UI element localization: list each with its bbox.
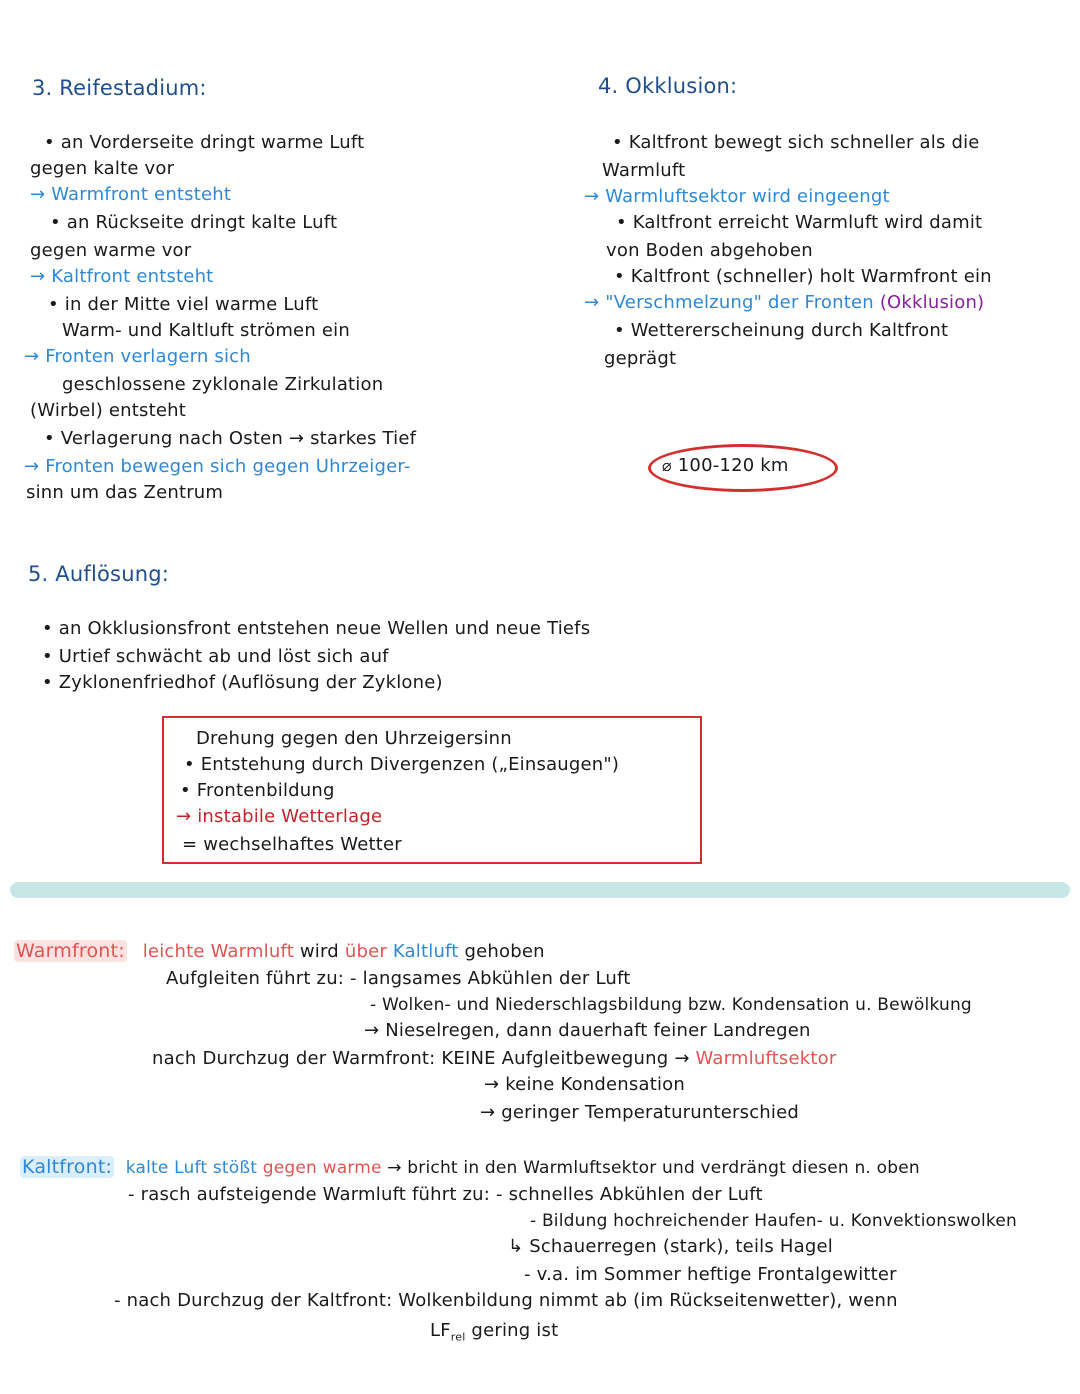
note-line: geprägt — [604, 348, 677, 369]
kaltfront-line-1 — [20, 1156, 920, 1179]
section-5-title: 5. Auflösung: — [28, 562, 170, 586]
diameter-icon: ⌀ — [662, 456, 672, 475]
warmfront-line-2: Aufgleiten führt zu: - langsames Abkühlen der Luft — [166, 968, 631, 989]
kaltfront-line-4: ↳ Schauerregen (stark), teils Hagel — [508, 1236, 833, 1257]
note-line: • Zyklonenfriedhof (Auflösung der Zyklone) — [42, 672, 443, 693]
kaltfront-text: gering ist — [465, 1320, 559, 1341]
lf-subscript: rel — [450, 1330, 466, 1344]
note-line: • Verlagerung nach Osten → starkes Tief — [44, 428, 417, 449]
box-line: Drehung gegen den Uhrzeigersinn — [196, 728, 512, 749]
warmfront-text: Kaltluft — [392, 941, 459, 962]
note-line: Warm- und Kaltluft strömen ein — [62, 320, 350, 341]
note-line: • Urtief schwächt ab und löst sich auf — [42, 646, 389, 667]
note-line: • Kaltfront erreicht Warmluft wird damit — [616, 212, 983, 233]
kaltfront-line-2: - rasch aufsteigende Warmluft führt zu: - schnelles Abkühlen der Luft — [128, 1184, 763, 1205]
section-divider — [10, 882, 1070, 898]
warmfront-text: nach Durchzug der Warmfront: KEINE Aufgleitbewegung → — [152, 1048, 696, 1069]
warmfront-text: über — [344, 941, 387, 962]
warmfront-line-5 — [152, 1048, 836, 1070]
note-line: • in der Mitte viel warme Luft — [48, 294, 319, 315]
note-line: gegen kalte vor — [30, 158, 175, 179]
note-line: → Kaltfront entsteht — [30, 266, 214, 287]
note-line: • Kaltfront (schneller) holt Warmfront ein — [614, 266, 992, 287]
note-line: • an Rückseite dringt kalte Luft — [50, 212, 338, 233]
kaltfront-line-6: - nach Durchzug der Kaltfront: Wolkenbildung nimmt ab (im Rückseitenwetter), wenn — [114, 1290, 898, 1311]
note-line: • an Vorderseite dringt warme Luft — [44, 132, 365, 153]
section-3-title: 3. Reifestadium: — [32, 76, 207, 100]
lf-symbol: LF — [430, 1320, 451, 1341]
warmfront-text: leichte Warmluft — [142, 941, 294, 962]
verschmelzung-text: → "Verschmelzung" der Fronten — [584, 292, 880, 313]
kaltfront-text: gegen warme — [257, 1158, 382, 1178]
note-line: von Boden abgehoben — [606, 240, 813, 261]
warmfront-line-6: → keine Kondensation — [484, 1074, 685, 1095]
note-line: → Warmluftsektor wird eingeengt — [584, 186, 890, 207]
box-line: → instabile Wetterlage — [176, 806, 383, 827]
warmfront-line-3: - Wolken- und Niederschlagsbildung bzw. Kondensation u. Bewölkung — [370, 995, 972, 1015]
distance-label — [662, 455, 789, 476]
box-line: • Frontenbildung — [180, 780, 335, 801]
warmfront-text: wird — [293, 941, 345, 962]
warmfront-text: gehoben — [458, 941, 545, 962]
section-4-title: 4. Okklusion: — [598, 74, 738, 98]
distance-value: 100-120 km — [677, 455, 789, 476]
note-line: → Warmfront entsteht — [30, 184, 232, 205]
note-line — [584, 292, 984, 314]
note-line: • Wettererscheinung durch Kaltfront — [614, 320, 949, 341]
note-line: → Fronten bewegen sich gegen Uhrzeiger- — [24, 456, 411, 477]
warmfront-line-1 — [14, 940, 545, 963]
kaltfront-line-7 — [430, 1320, 558, 1349]
note-line: (Wirbel) entsteht — [30, 400, 186, 421]
kaltfront-text: kalte Luft stößt — [125, 1158, 258, 1178]
note-line: → Fronten verlagern sich — [24, 346, 251, 367]
note-line: • Kaltfront bewegt sich schneller als die — [612, 132, 980, 153]
warmfront-line-7: → geringer Temperaturunterschied — [480, 1102, 800, 1123]
note-line: • an Okklusionsfront entstehen neue Wellen und neue Tiefs — [42, 618, 591, 639]
note-line: gegen warme vor — [30, 240, 192, 261]
kaltfront-text: → bricht in den Warmluftsektor und verdrängt diesen n. oben — [381, 1158, 920, 1178]
kaltfront-label: Kaltfront: — [22, 1156, 113, 1178]
note-line: geschlossene zyklonale Zirkulation — [62, 374, 384, 395]
warmluftsektor-term: Warmluftsektor — [695, 1048, 837, 1069]
kaltfront-line-5: - v.a. im Sommer heftige Frontalgewitter — [524, 1264, 897, 1285]
note-line: sinn um das Zentrum — [26, 482, 224, 503]
note-line: Warmluft — [602, 160, 686, 181]
okklusion-term: (Okklusion) — [879, 292, 985, 313]
warmfront-label: Warmfront: — [16, 940, 125, 962]
box-line: • Entstehung durch Divergenzen („Einsaugen") — [184, 754, 620, 775]
box-line: = wechselhaftes Wetter — [182, 834, 402, 855]
warmfront-line-4: → Nieselregen, dann dauerhaft feiner Landregen — [364, 1020, 811, 1041]
kaltfront-line-3: - Bildung hochreichender Haufen- u. Konvektionswolken — [530, 1211, 1017, 1231]
